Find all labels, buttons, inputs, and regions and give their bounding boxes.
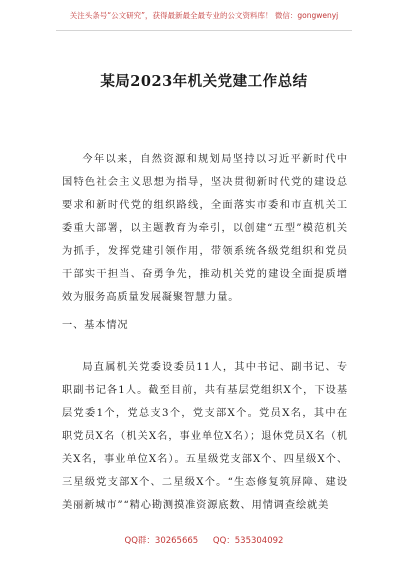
qq-group-number: QQ群：30265665: [124, 536, 199, 546]
header-divider: [56, 30, 352, 31]
section-heading-basic-info: 一、基本情况: [62, 320, 129, 331]
qq-number: QQ：535304092: [212, 536, 284, 546]
promo-banner: 关注头条号“公文研究”，获得最新最全最专业的公文资料库！ 微信：gongwenyj: [69, 11, 339, 20]
document-title: 某局2023年机关党建工作总结: [100, 73, 308, 90]
contact-footer: [0, 534, 408, 554]
basic-info-paragraph: 局直属机关党委设委员11人，其中书记、副书记、专职副书记各1人。截至目前，共有基层党组织X个，下设基层党委1个，党总支3个，党支部X个。党员X名，其中在职党员X名（机关X名，事业单位X名）；退休党员X名（机关X名，事业单位X名）。五星级党支部X个、四星级X个、三星级党支部X个、二星级X个。“生态修复筑屏障、建设美丽新城市”“精心勘测摸准资源底数、用情调查绘就美: [62, 362, 348, 511]
intro-paragraph: 今年以来，自然资源和规划局坚持以习近平新时代中国特色社会主义思想为指导，坚决贯彻新时代党的建设总要求和新时代党的组织路线，全面落实市委和市直机关工委重大部署，以主题教育为牵引，以创建“五型”模范机关为抓手，发挥党建引领作用，带领系统各级党组织和党员干部实干担当、奋勇争先，推动机关党的建设全面提质增效为服务高质量发展凝聚智慧力量。: [62, 154, 348, 303]
